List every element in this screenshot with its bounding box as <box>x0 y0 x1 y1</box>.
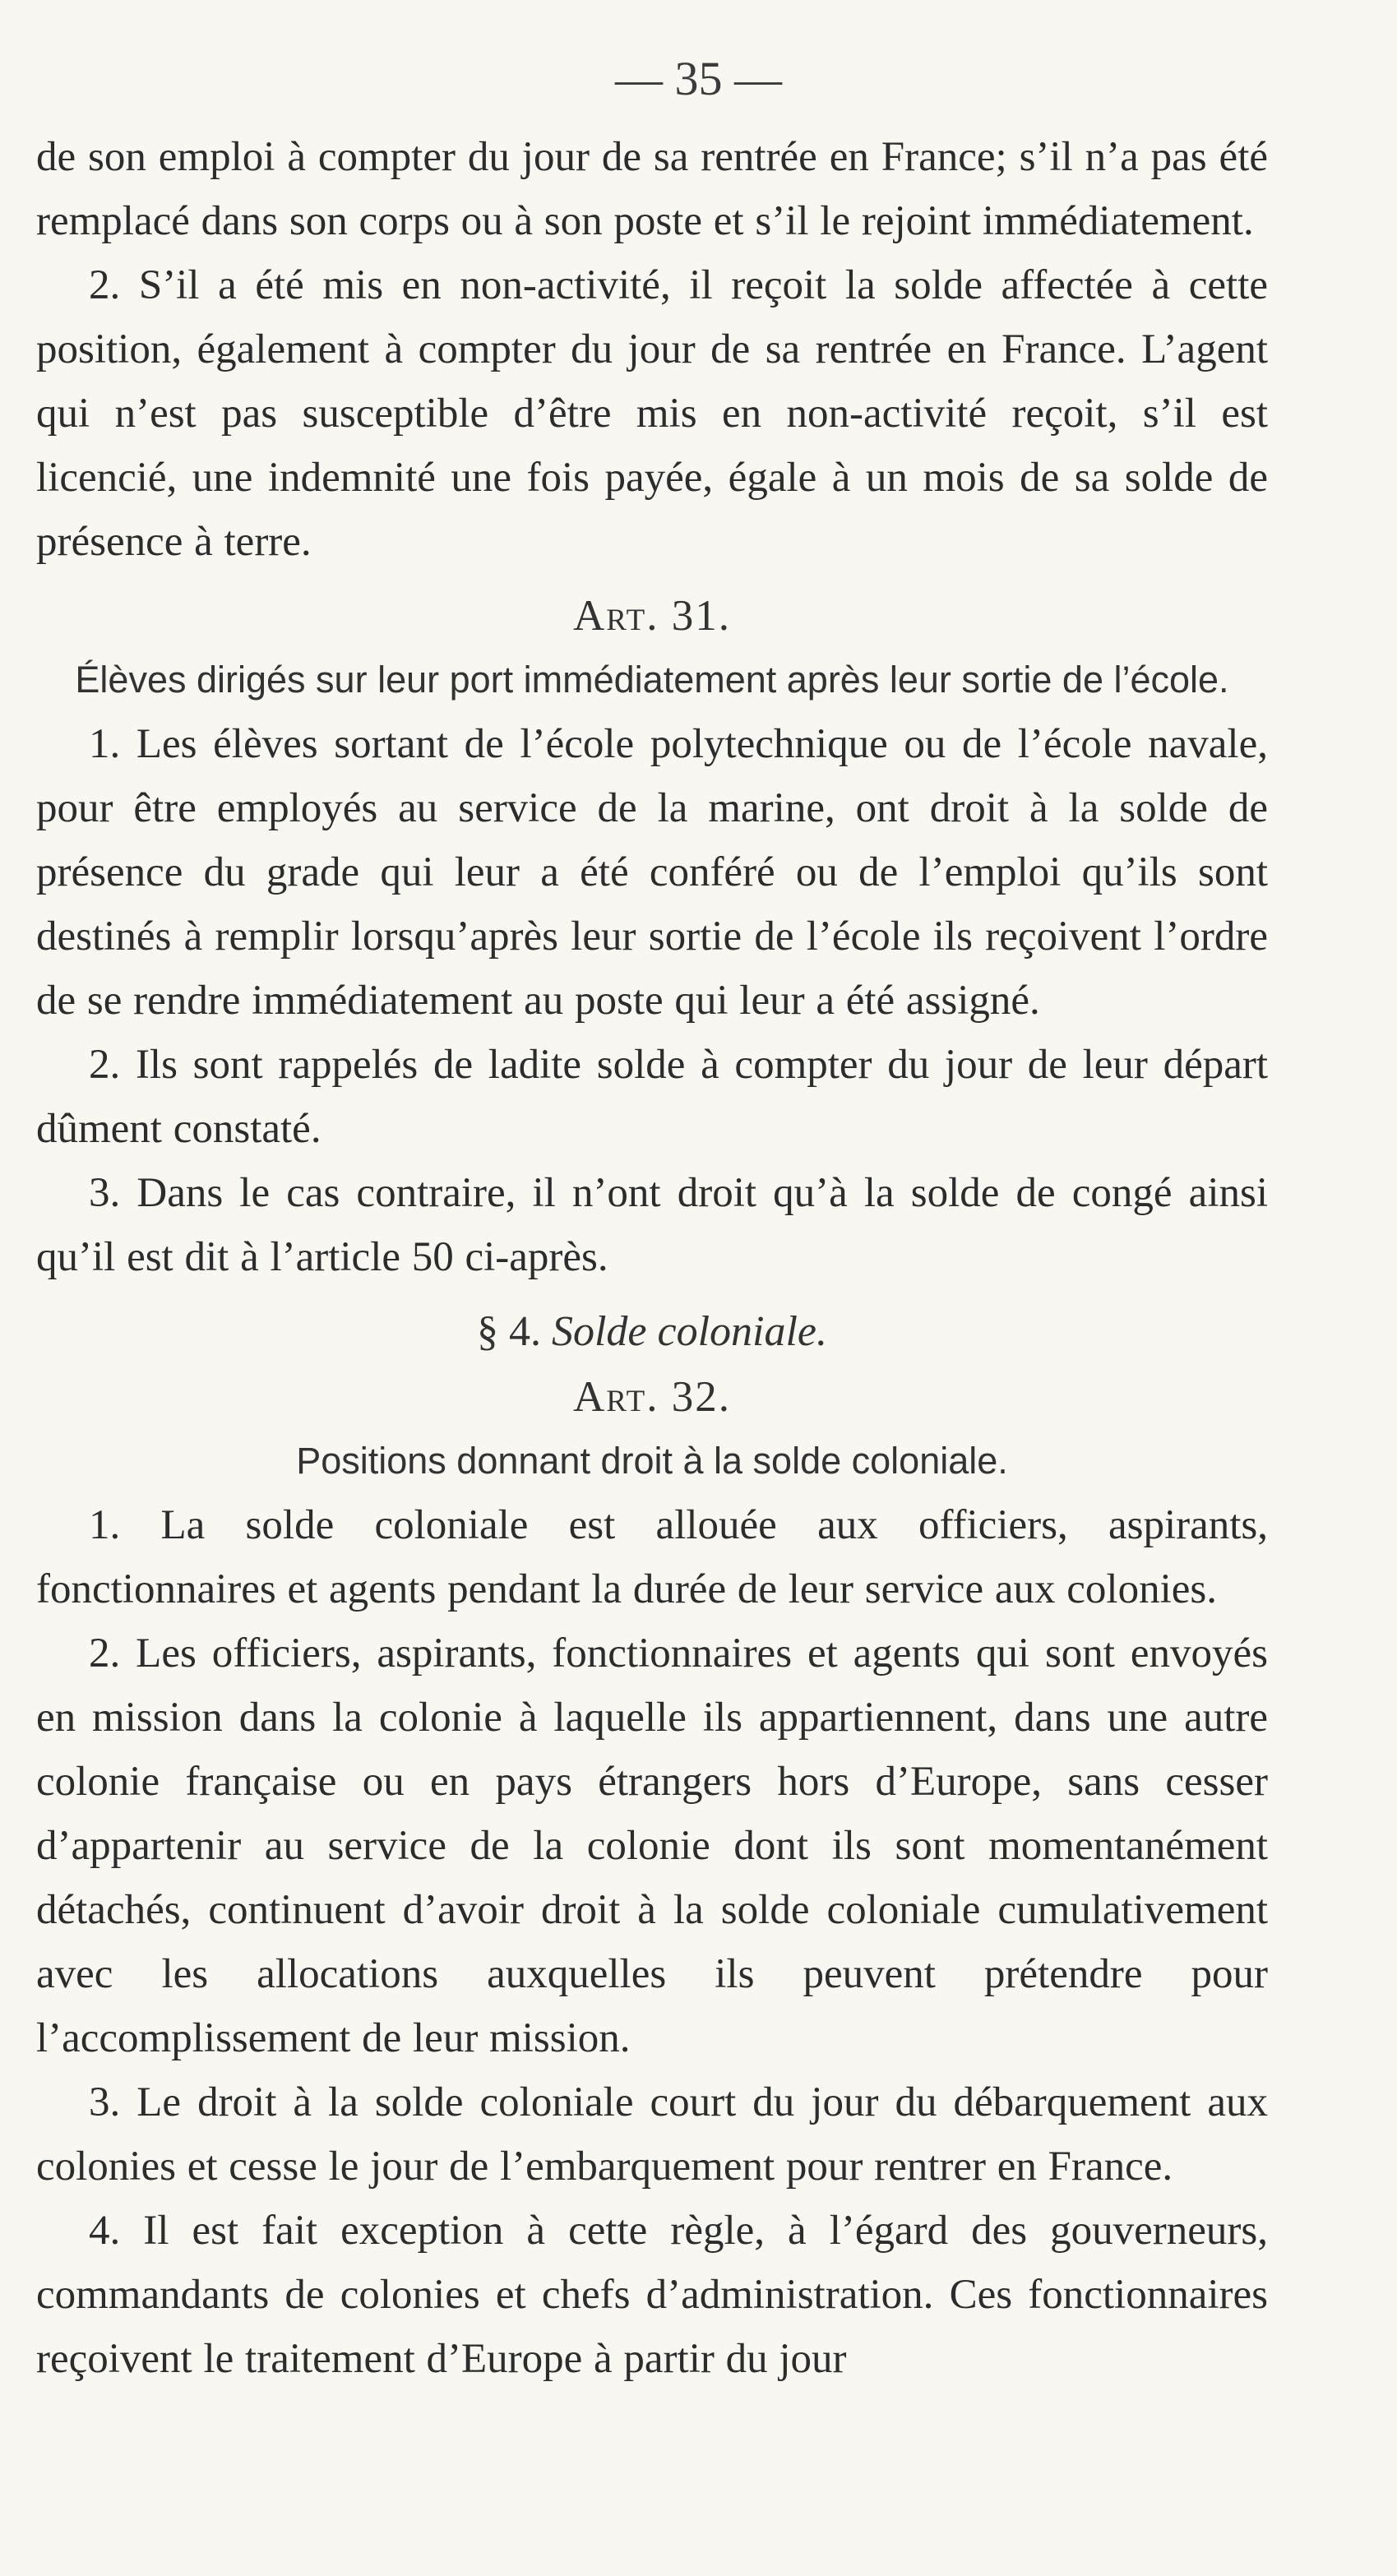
article-32-title: Positions donnant droit à la solde coloniale. <box>296 1440 1008 1482</box>
continued-paragraph: de son emploi à compter du jour de sa rentrée en France; s’il n’a pas été remplacé dans son corps ou à son poste et s’il le rejoint immédiatement. <box>36 134 1268 244</box>
section-sign: § 4. <box>476 1308 541 1355</box>
article-32-paragraph-3: 3. Le droit à la solde coloniale court du jour du débarquement aux colonies et cesse le jour de l’embarquement pour rentrer en France. <box>36 2079 1268 2190</box>
article-31-paragraph-2: 2. Ils sont rappelés de ladite solde à compter du jour de leur départ dûment constaté. <box>36 1042 1268 1152</box>
article-32-paragraph-1: 1. La solde coloniale est allouée aux officiers, aspirants, fonctionnaires et agents pendant la durée de leur service aux colonies. <box>36 1502 1268 1612</box>
article-31-title: Élèves dirigés sur leur port immédiatement après leur sortie de l’école. <box>75 659 1229 701</box>
article-31-paragraph-1: 1. Les élèves sortant de l’école polytechnique ou de l’école navale, pour être employés au service de la marine, ont droit à la solde de présence du grade qui leur a été conféré ou de l’emploi qu’ils sont destinés à remplir lorsqu’après leur sortie de l’école ils reçoivent l’ordre de se rendre immédiatement au poste qui leur a été assigné. <box>36 721 1268 1024</box>
article-32-paragraph-4: 4. Il est fait exception à cette règle, à l’égard des gouverneurs, commandants de colonies et chefs d’administration. Ces fonctionnaires reçoivent le traitement d’Europe à partir du jour <box>36 2208 1268 2382</box>
article-31-paragraph-3: 3. Dans le cas contraire, il n’ont droit qu’à la solde de congé ainsi qu’il est dit à l’article 50 ci-après. <box>36 1170 1268 1280</box>
section-title: Solde coloniale. <box>551 1308 828 1355</box>
page-number: — 35 — <box>615 52 782 105</box>
article-32-heading: Art. 32. <box>572 1373 732 1421</box>
article-31-heading: Art. 31. <box>572 592 732 640</box>
spacer <box>36 574 1268 584</box>
article-32-paragraph-2: 2. Les officiers, aspirants, fonctionnaires et agents qui sont envoyés en mission dans la colonie à laquelle ils appartiennent, dans une autre colonie française ou en pays étrangers hors d’Europe, sans cesser d’appartenir au service de la colonie dont ils sont momentanément détachés, continuent d’avoir droit à la solde coloniale cumulativement avec les allocations auxquelles ils peuvent prétendre pour l’accomplissement de leur mission. <box>36 1630 1268 2061</box>
paragraph: 2. S’il a été mis en non-activité, il reçoit la solde affectée à cette position, également à compter du jour de sa rentrée en France. L’agent qui n’est pas susceptible d’être mis en non-activité reçoit, s’il est licencié, une indemnité une fois payée, égale à un mois de sa solde de présence à terre. <box>36 262 1268 565</box>
section-4-heading <box>36 1299 1268 1365</box>
page-content <box>36 125 1268 2391</box>
spacer <box>36 1289 1268 1299</box>
